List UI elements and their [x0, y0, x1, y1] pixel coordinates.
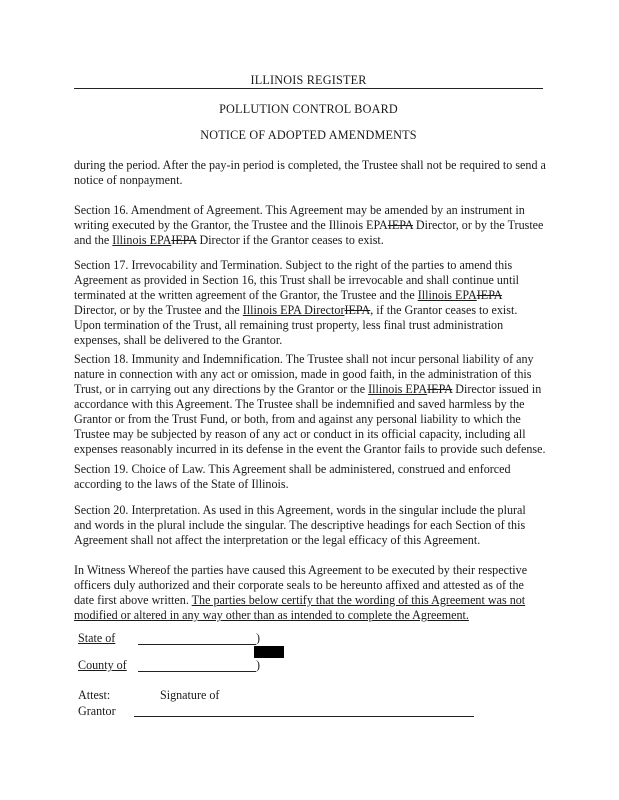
witness-paragraph: [74, 563, 546, 623]
inserted-text: Illinois EPA: [112, 233, 172, 247]
text-run: Director if the Grantor ceases to exist.: [196, 233, 384, 247]
section-16-paragraph: [74, 203, 546, 248]
text-run: , if the Grantor ceases to exist. Upon termination of the Trust, all remaining trust property, less final trust administration expenses, shall be delivered to the Grantor.: [74, 303, 518, 347]
section-17-text: [74, 258, 546, 348]
section-18-paragraph: [74, 352, 546, 457]
deleted-text: IEPA: [344, 303, 371, 317]
text-run: Director, or by the Trustee and the: [74, 218, 544, 247]
paren: ): [256, 658, 261, 672]
board-title: POLLUTION CONTROL BOARD: [219, 102, 398, 116]
attest-label: Attest:: [78, 688, 111, 702]
witness-text: [74, 563, 546, 623]
header-rule: [74, 88, 543, 89]
inserted-text: The parties below certify that the wording of this Agreement was not modified or altered in any way other than as intended to complete the Agreement.: [74, 593, 526, 622]
text-run: Director issued in accordance with this Agreement. The Trustee shall be indemnified and saved harmless by the Grantor or from the Trust Fund, or both, from and against any personal liability to which the Trustee may be subjected by reason of any act or conduct in its official capacity, including all expenses reasonably incurred in its defense in the event the Grantor fails to provide such defense.: [74, 382, 546, 456]
county-blank: [138, 671, 256, 672]
paragraph-text: during the period. After the pay-in period is completed, the Trustee shall not be required to send a notice of nonpayment.: [74, 158, 546, 187]
notice-title: NOTICE OF ADOPTED AMENDMENTS: [200, 128, 417, 142]
deleted-text: IEPA: [427, 382, 453, 396]
paren: ): [256, 631, 261, 645]
grantor-label: Grantor: [78, 704, 116, 718]
text-run: Section 16. Amendment of Agreement. This Agreement may be amended by an instrument in writing executed by the Grantor, the Trustee and the Illinois EPA: [74, 203, 525, 232]
state-blank: [138, 644, 256, 645]
section-17-paragraph: [74, 258, 546, 348]
text-run: Section 17. Irrevocability and Termination. Subject to the right of the parties to amend this Agreement as provided in Section 16, this Trust shall be irrevocable and shall continue until terminated at the written agreement of the Grantor, the Trustee and the: [74, 258, 520, 302]
paragraph-continuation: [74, 158, 546, 188]
county-label: County of: [78, 658, 127, 672]
section-18-text: [74, 352, 546, 457]
section-20-text: Section 20. Interpretation. As used in this Agreement, words in the singular include the plural and words in the plural include the singular. The descriptive headings for each Section of this Agreement shall not affect the interpretation or the legal efficacy of this Agreement.: [74, 503, 526, 547]
deleted-text: IEPA: [171, 233, 197, 247]
signature-label: Signature of: [160, 688, 220, 702]
section-19-text: Section 19. Choice of Law. This Agreement shall be administered, construed and enforced according to the laws of the State of Illinois.: [74, 462, 511, 491]
signature-line: [134, 716, 474, 717]
state-label: State of: [78, 631, 116, 645]
text-run: Director, or by the Trustee and the: [74, 303, 243, 317]
text-run: In Witness Whereof the parties have caused this Agreement to be executed by their respective officers duly authorized and their corporate seals to be hereunto affixed and attested as of the date first above written.: [74, 563, 528, 607]
section-19-paragraph: [74, 462, 546, 492]
deleted-text: IEPA: [387, 218, 413, 232]
register-title: ILLINOIS REGISTER: [250, 73, 367, 87]
inserted-text: Illinois EPA: [368, 382, 428, 396]
deleted-text: IEPA: [476, 288, 502, 302]
inserted-text: Illinois EPA Director: [242, 303, 345, 317]
section-20-paragraph: [74, 503, 546, 548]
inserted-text: Illinois EPA: [417, 288, 477, 302]
section-16-text: [74, 203, 546, 248]
text-run: Section 18. Immunity and Indemnification. The Trustee shall not incur personal liability of any nature in connection with any act or omission, made in good faith, in the administration of this Trust, or in carrying out any directions by the Grantor or the: [74, 352, 534, 396]
redaction-box: [254, 646, 284, 658]
